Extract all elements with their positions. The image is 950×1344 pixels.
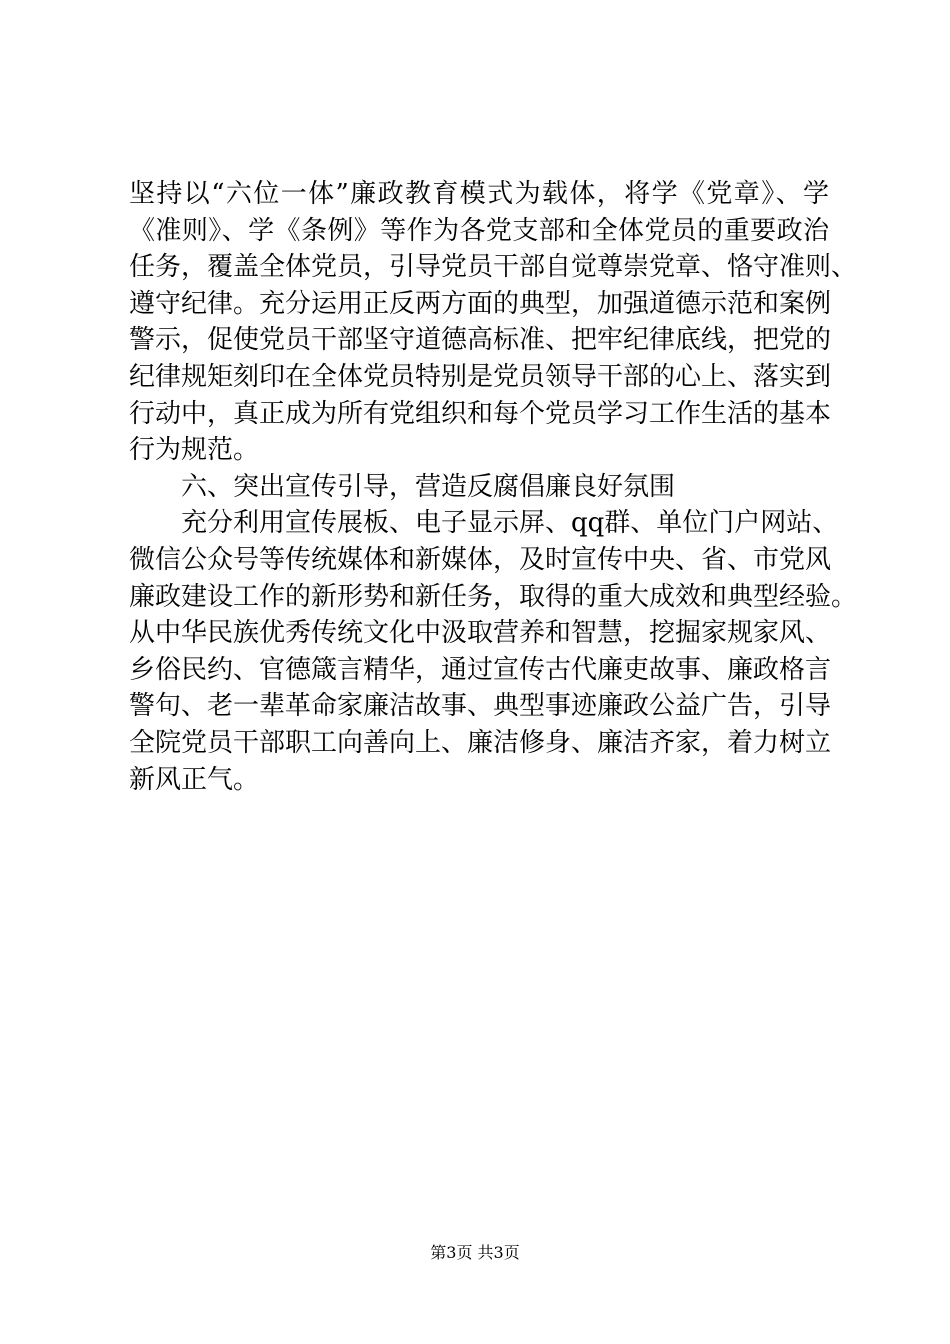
page-footer <box>0 1243 950 1263</box>
paragraph-1-line: 行动中，真正成为所有党组织和每个党员学习工作生活的基本 <box>129 398 832 429</box>
paragraph-1-line: 警示，促使党员干部坚守道德高标准、把牢纪律底线，把党的 <box>129 325 832 356</box>
paragraph-2-line: 廉政建设工作的新形势和新任务，取得的重大成效和典型经验。 <box>129 581 858 612</box>
paragraph-2-line: 警句、老一辈革命家廉洁故事、典型事迹廉政公益广告，引导 <box>129 691 832 722</box>
paragraph-1-line: 遵守纪律。充分运用正反两方面的典型，加强道德示范和案例 <box>129 288 832 319</box>
paragraph-1-line: 任务，覆盖全体党员，引导党员干部自觉尊崇党章、恪守准则、 <box>129 252 858 283</box>
section-heading: 六、突出宣传引导，营造反腐倡廉良好氛围 <box>181 471 676 502</box>
paragraph-2-line: 从中华民族优秀传统文化中汲取营养和智慧，挖掘家规家风、 <box>129 618 832 649</box>
paragraph-2-line: 微信公众号等传统媒体和新媒体，及时宣传中央、省、市党风 <box>129 544 832 575</box>
paragraph-2-line: 新风正气。 <box>129 764 260 795</box>
paragraph-2-line: 全院党员干部职工向善向上、廉洁修身、廉洁齐家，着力树立 <box>129 727 832 758</box>
paragraph-1-line: 坚持以“六位一体”廉政教育模式为载体，将学《党章》、学 <box>129 179 829 209</box>
paragraph-1-line: 行为规范。 <box>129 435 260 466</box>
document-body <box>129 176 858 798</box>
page-number-label: 第3页 共3页 <box>430 1243 520 1262</box>
paragraph-2-line: 充分利用宣传展板、电子显示屏、qq群、单位门户网站、 <box>181 508 839 539</box>
paragraph-1-line: 纪律规矩刻印在全体党员特别是党员领导干部的心上、落实到 <box>129 361 832 392</box>
paragraph-2-line: 乡俗民约、官德箴言精华，通过宣传古代廉吏故事、廉政格言 <box>129 654 832 685</box>
paragraph-1-line: 《准则》、学《条例》等作为各党支部和全体党员的重要政治 <box>129 215 829 246</box>
